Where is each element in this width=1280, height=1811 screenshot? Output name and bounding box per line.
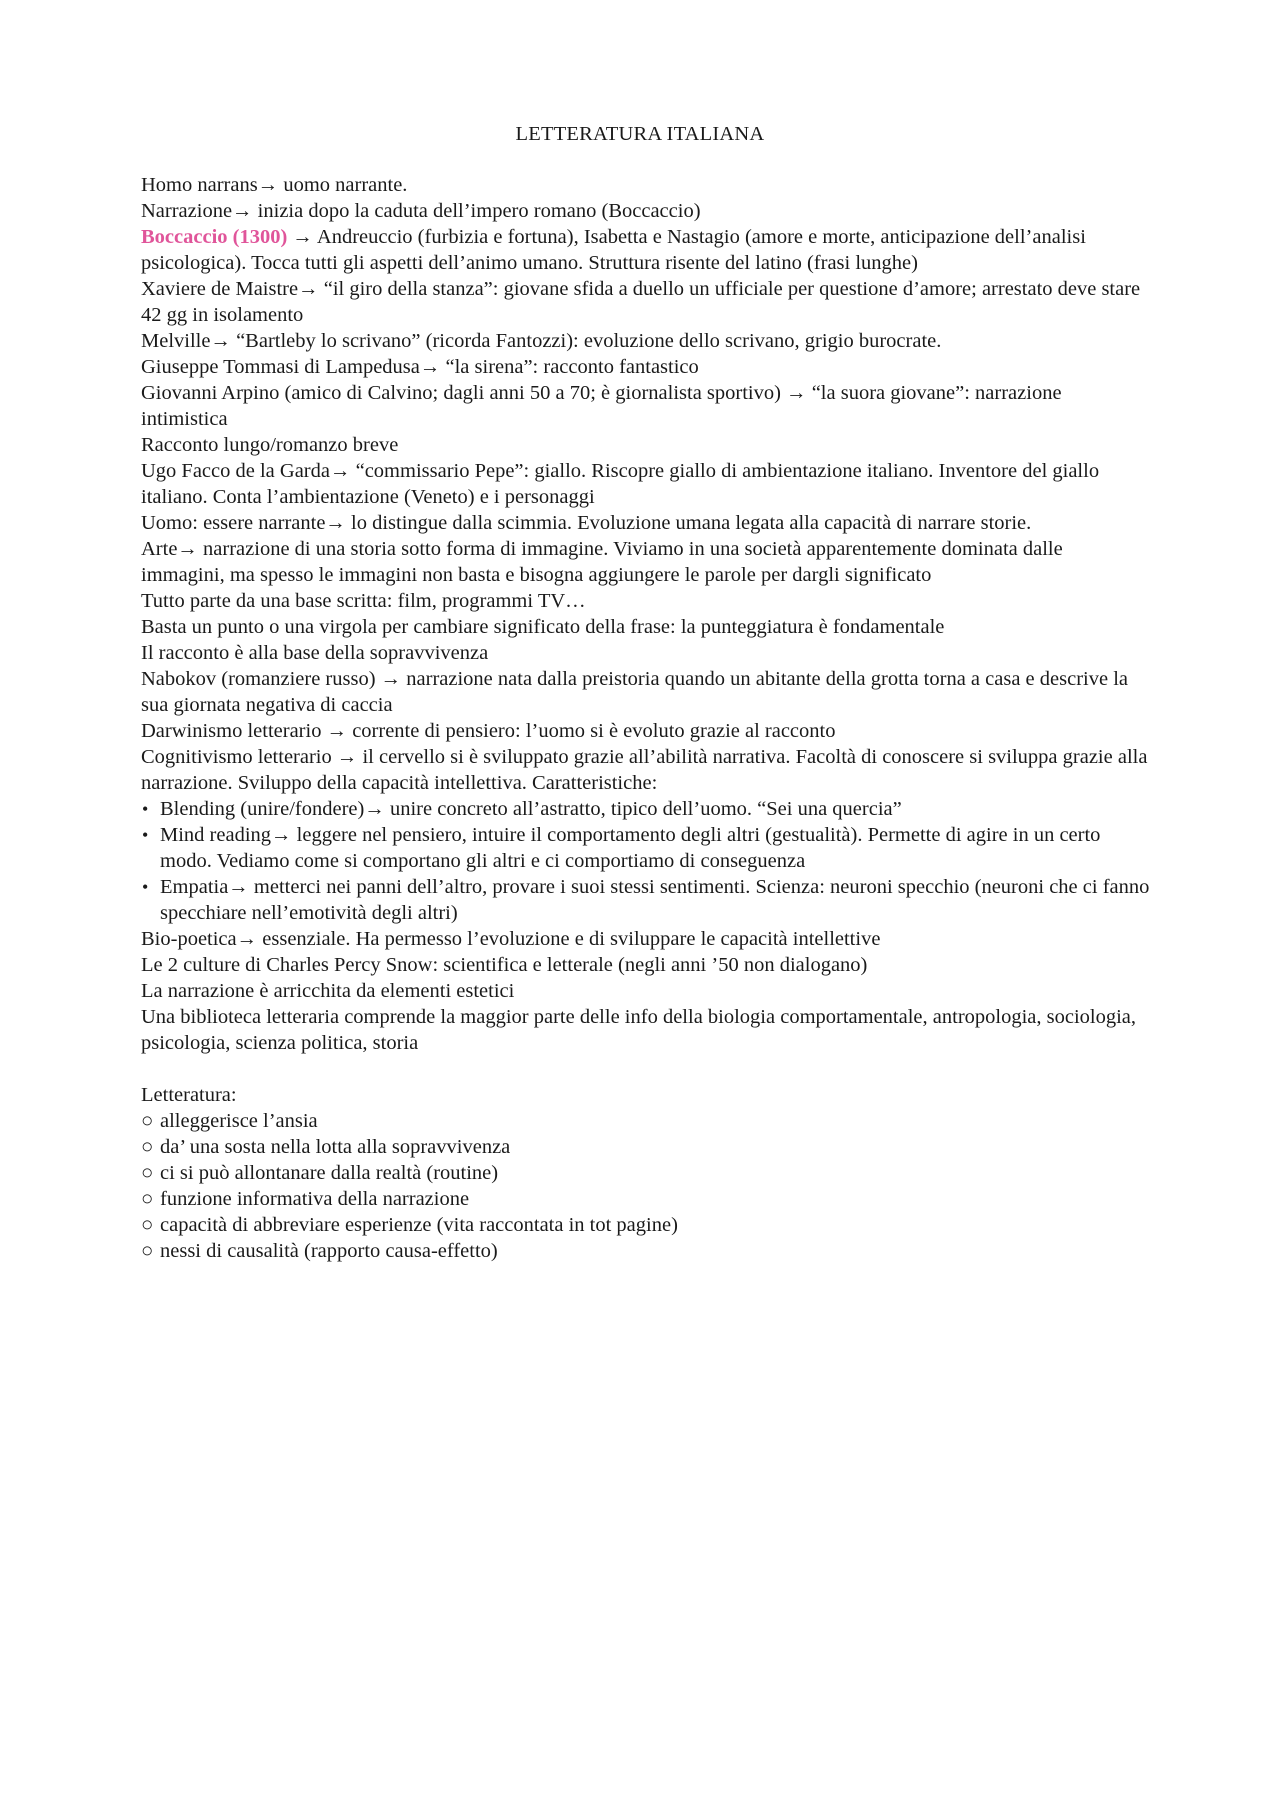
list-item-text: alleggerisce l’ansia (160, 1110, 318, 1132)
highlighted-term: Boccaccio (1300) (141, 226, 288, 248)
list-item-text: da’ una sosta nella lotta alla sopravvivenza (160, 1136, 511, 1158)
circle-bullet-icon: ○ (141, 1136, 154, 1158)
list-item-text: Empatia→ metterci nei panni dell’altro, provare i suoi stessi sentimenti. Scienza: neuroni specchio (neuroni che ci fanno specchiare nell’emotività degli altri) (160, 876, 1150, 924)
bullet-list (141, 796, 1151, 926)
text-line: Homo narrans→ uomo narrante. (141, 174, 408, 196)
page-title: LETTERATURA ITALIANA (515, 123, 765, 145)
text-line: La narrazione è arricchita da elementi estetici (141, 980, 515, 1002)
text-line: Bio-poetica→ essenziale. Ha permesso l’evoluzione e di sviluppare le capacità intellettive (141, 928, 881, 950)
list-item-text: Mind reading→ leggere nel pensiero, intuire il comportamento degli altri (gestualità). Permette di agire in un certo modo. Vediamo come si comportano gli altri e ci comportiamo di conseguenza (160, 824, 1101, 872)
circle-bullet-icon: ○ (141, 1240, 154, 1262)
text-line: Giuseppe Tommasi di Lampedusa→ “la sirena”: racconto fantastico (141, 356, 699, 378)
text-line: Uomo: essere narrante→ lo distingue dalla scimmia. Evoluzione umana legata alla capacità di narrare storie. (141, 512, 1032, 534)
bullet-icon: • (142, 825, 149, 845)
list-item (141, 1108, 1151, 1134)
list-item-text: funzione informativa della narrazione (160, 1188, 470, 1210)
text-line: Melville→ “Bartleby lo scrivano” (ricorda Fantozzi): evoluzione dello scrivano, grigio burocrate. (141, 330, 942, 352)
spacer (141, 1056, 1151, 1082)
list-item (141, 1238, 1151, 1264)
text-line: Una biblioteca letteraria comprende la maggior parte delle info della biologia comportamentale, antropologia, sociologia, psicologia, scienza politica, storia (141, 1006, 1137, 1054)
list-item (141, 822, 1151, 874)
text-line: Nabokov (romanziere russo) → narrazione nata dalla preistoria quando un abitante della grotta torna a casa e descrive la sua giornata negativa di caccia (141, 668, 1128, 716)
text-line: Xaviere de Maistre→ “il giro della stanza”: giovane sfida a duello un ufficiale per questione d’amore; arrestato deve stare 42 gg in isolamento (141, 278, 1141, 326)
bullet-icon: • (142, 877, 149, 897)
circle-bullet-icon: ○ (141, 1188, 154, 1210)
document-body (141, 172, 1151, 1264)
list-item-text: nessi di causalità (rapporto causa-effetto) (160, 1240, 498, 1262)
section-heading: Letteratura: (141, 1084, 237, 1106)
list-item (141, 796, 1151, 822)
text-line: Tutto parte da una base scritta: film, programmi TV… (141, 590, 586, 612)
circle-list (141, 1108, 1151, 1264)
list-item (141, 1186, 1151, 1212)
list-item (141, 874, 1151, 926)
list-item (141, 1160, 1151, 1186)
text-line: Ugo Facco de la Garda→ “commissario Pepe”: giallo. Riscopre giallo di ambientazione italiano. Inventore del giallo italiano. Conta l’ambientazione (Veneto) e i personaggi (141, 460, 1100, 508)
text-line: Il racconto è alla base della sopravvivenza (141, 642, 489, 664)
list-item-text: Blending (unire/fondere)→ unire concreto all’astratto, tipico dell’uomo. “Sei una quercia” (160, 798, 902, 820)
text-line: Basta un punto o una virgola per cambiare significato della frase: la punteggiatura è fondamentale (141, 616, 945, 638)
bullet-icon: • (142, 799, 149, 819)
text-line: Giovanni Arpino (amico di Calvino; dagli anni 50 a 70; è giornalista sportivo) → “la suora giovane”: narrazione intimistica (141, 382, 1062, 430)
list-item (141, 1134, 1151, 1160)
text-span: → Andreuccio (furbizia e fortuna), Isabetta e Nastagio (amore e morte, anticipazione dell’analisi psicologica). Tocca tutti gli aspetti dell’animo umano. Struttura risente del latino (frasi lunghe) (141, 226, 1086, 274)
list-item-text: ci si può allontanare dalla realtà (routine) (160, 1162, 499, 1184)
text-line: Cognitivismo letterario → il cervello si è sviluppato grazie all’abilità narrativa. Facoltà di conoscere si sviluppa grazie alla narrazione. Sviluppo della capacità intellettiva. Caratteristiche: (141, 746, 1148, 794)
text-line: Narrazione→ inizia dopo la caduta dell’impero romano (Boccaccio) (141, 200, 701, 222)
text-line: Arte→ narrazione di una storia sotto forma di immagine. Viviamo in una società apparentemente dominata dalle immagini, ma spesso le immagini non basta e bisogna aggiungere le parole per dargli significato (141, 538, 1063, 586)
text-line-boccaccio (141, 224, 1151, 276)
text-line: Le 2 culture di Charles Percy Snow: scientifica e letterale (negli anni ’50 non dialogano) (141, 954, 868, 976)
circle-bullet-icon: ○ (141, 1162, 154, 1184)
circle-bullet-icon: ○ (141, 1110, 154, 1132)
text-line: Racconto lungo/romanzo breve (141, 434, 399, 456)
list-item (141, 1212, 1151, 1238)
text-line: Darwinismo letterario → corrente di pensiero: l’uomo si è evoluto grazie al racconto (141, 720, 836, 742)
circle-bullet-icon: ○ (141, 1214, 154, 1236)
list-item-text: capacità di abbreviare esperienze (vita raccontata in tot pagine) (160, 1214, 678, 1236)
